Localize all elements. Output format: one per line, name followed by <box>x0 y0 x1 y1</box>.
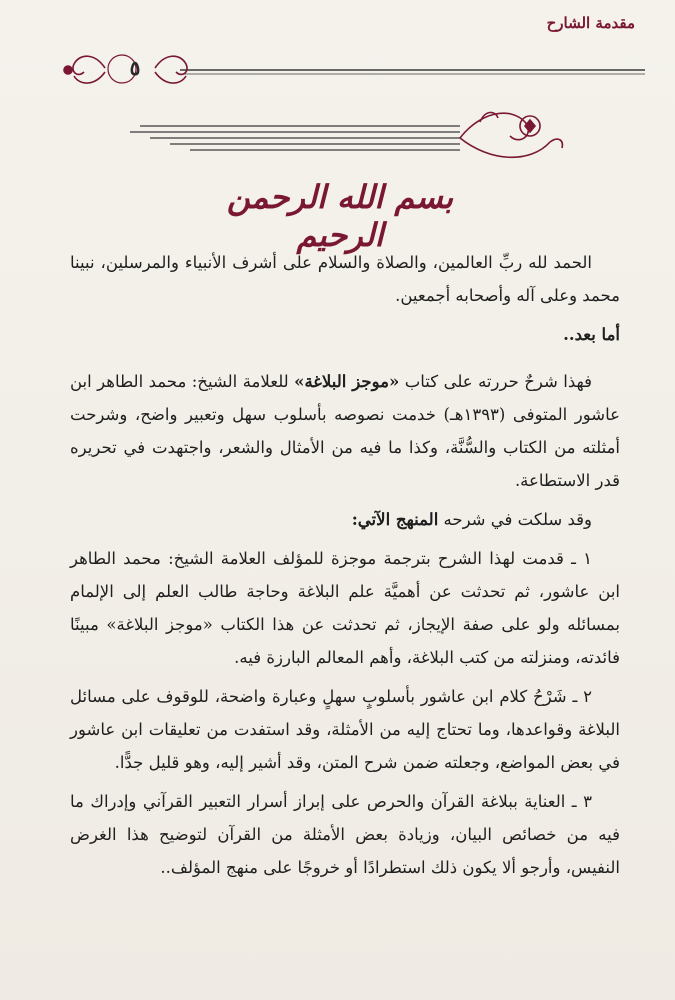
method-intro-text: وقد سلكت في شرحه <box>438 510 592 529</box>
amma-bad-heading: أما بعد.. <box>563 325 620 344</box>
title-floral-ornament-icon <box>460 112 562 157</box>
title-ornament <box>130 92 570 172</box>
basmala-calligraphy: بسم الله الرحمن الرحيم <box>226 178 454 254</box>
method-item-3: ٣ ـ العناية ببلاغة القرآن والحرص على إبراز أسرار التعبير القرآني وإدراك ما فيه من خصائص البيان، وزيادة بعض الأمثلة من القرآن لتوضيح هذا الغرض النفيس، وأرجو ألا يكون ذلك استطرادًا أو خروجًا على منهج المؤلف.. <box>70 792 620 877</box>
running-header-title: مقدمة الشارح <box>546 14 635 32</box>
intro-text-start: فهذا شرحٌ حررته على كتاب <box>399 372 592 391</box>
opening-praise-paragraph: الحمد لله ربِّ العالمين، والصلاة والسلام على أشرف الأنبياء والمرسلين، نبينا محمد وعلى آله وأصحابه أجمعين. <box>70 253 620 305</box>
page-number: ٥ <box>129 56 141 80</box>
book-title: «موجز البلاغة» <box>294 372 400 391</box>
body-text <box>70 246 620 890</box>
intro-paragraph <box>70 365 620 497</box>
intro-text-rest: للعلامة الشيخ: محمد الطاهر ابن عاشور المتوفى (١٣٩٣هـ) خدمت نصوصه بأسلوب سهل وتعبير واضح، وشرحت أمثلته من الكتاب والسُّنَّة، وكذا ما فيه من الأمثال والشعر، واجتهدت في تحريره قدر الاستطاعة. <box>70 372 620 490</box>
method-heading: المنهج الآتي: <box>351 510 439 529</box>
method-item-2: ٢ ـ شَرْحُ كلام ابن عاشور بأسلوبٍ سهلٍ وعبارة واضحة، للوقوف على مسائل البلاغة وقواعدها، وما تحتاج إليه من الأمثلة، وقد استفدت من تعليقات ابن عاشور في بعض المواضع، وجعلته ضمن شرح المتن، وقد أشير إليه، وهو قليل جدًّا. <box>70 687 620 772</box>
method-intro-paragraph <box>70 503 620 536</box>
method-item-1: ١ ـ قدمت لهذا الشرح بترجمة موجزة للمؤلف العلامة الشيخ: محمد الطاهر ابن عاشور، ثم تحدثت عن أهميَّة علم البلاغة وحاجة طالب العلم إلى الإلمام بمسائله ولو على صفة الإيجاز، ثم تحدثت عن هذا الكتاب «موجز البلاغة» مبينًا فائدته، ومنزلته من كتب البلاغة، وأهم المعالم البارزة فيه. <box>70 549 620 667</box>
